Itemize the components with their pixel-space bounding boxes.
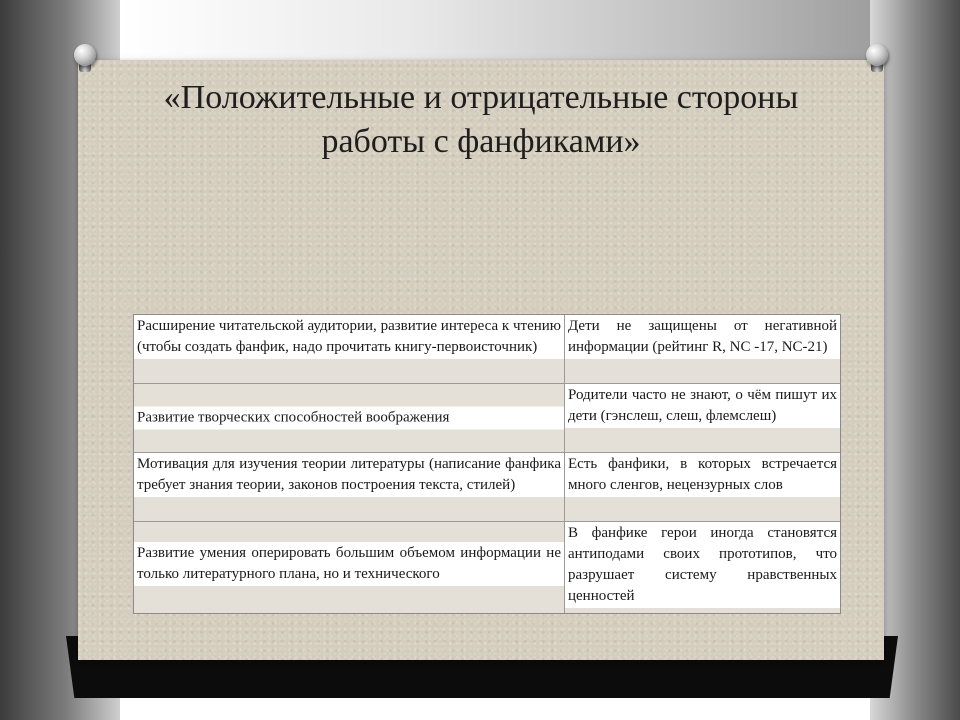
negative-text: В фанфике герои иногда становятся антиподами своих прототипов, что разрушает систему нравственных ценностей [565,522,840,608]
table-cell-negative [565,384,840,452]
negative-text: Есть фанфики, в которых встречается много сленгов, нецензурных слов [565,453,840,497]
table-cell-negative [565,522,840,613]
table-row [134,384,840,453]
table-row [134,453,840,522]
table-row [134,522,840,613]
table-cell-positive [134,384,565,452]
pushpin-right-icon [862,42,892,72]
pros-cons-table [133,314,841,614]
positive-text: Развитие умения оперировать большим объемом информации не только литературного плана, но и технического [134,542,564,586]
table-cell-negative [565,315,840,383]
pushpin-left-icon [70,42,100,72]
slide-title-line-2: работы с фанфиками» [321,123,641,160]
slide-title-line-1: «Положительные и отрицательные стороны [163,79,799,116]
table-cell-positive [134,453,565,521]
table-cell-negative [565,453,840,521]
positive-text: Расширение читательской аудитории, развитие интереса к чтению (чтобы создать фанфик, надо прочитать книгу-первоисточник) [134,315,564,359]
negative-text: Дети не защищены от негативной информации (рейтинг R, NC -17, NC-21) [565,315,840,359]
slide-title [78,76,884,164]
table-cell-positive [134,315,565,383]
table-cell-positive [134,522,565,613]
positive-text: Развитие творческих способностей воображения [134,407,564,430]
negative-text: Родители часто не знают, о чём пишут их дети (гэнслеш, слеш, флемслеш) [565,384,840,428]
table-row [134,315,840,384]
positive-text: Мотивация для изучения теории литературы (написание фанфика требует знания теории, законов построения текста, стилей) [134,453,564,497]
